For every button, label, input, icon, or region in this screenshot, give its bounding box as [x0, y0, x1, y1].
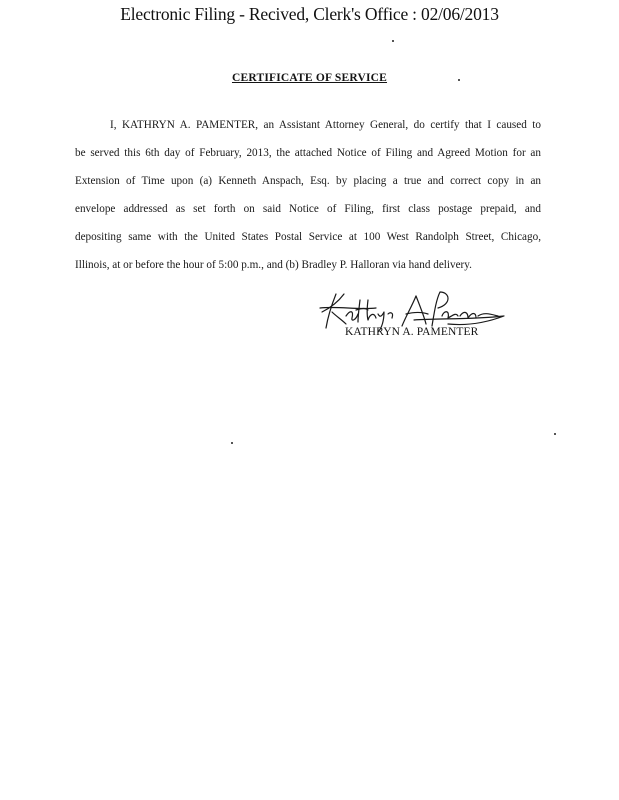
scan-speck [392, 40, 394, 42]
certificate-body-line: I, KATHRYN A. PAMENTER, an Assistant Attorney General, do certify that I caused to [110, 119, 541, 131]
electronic-filing-stamp: Electronic Filing - Recived, Clerk's Office : 02/06/2013 [120, 4, 499, 24]
certificate-body-line: envelope addressed as set forth on said Notice of Filing, first class postage prepaid, and [75, 203, 541, 215]
scan-speck [554, 433, 556, 435]
certificate-body-line: Illinois, at or before the hour of 5:00 p.m., and (b) Bradley P. Halloran via hand delivery. [75, 259, 472, 271]
certificate-heading: CERTIFICATE OF SERVICE [231, 72, 388, 84]
scan-speck [458, 79, 460, 81]
certificate-body-line: be served this 6th day of February, 2013, the attached Notice of Filing and Agreed Motion for an [75, 147, 541, 159]
signer-printed-name: KATHRYN A. PAMENTER [345, 326, 479, 338]
scan-speck [231, 442, 233, 444]
certificate-body-line: depositing same with the United States Postal Service at 100 West Randolph Street, Chicago, [75, 231, 541, 243]
certificate-body-line: Extension of Time upon (a) Kenneth Anspach, Esq. by placing a true and correct copy in an [75, 175, 541, 187]
